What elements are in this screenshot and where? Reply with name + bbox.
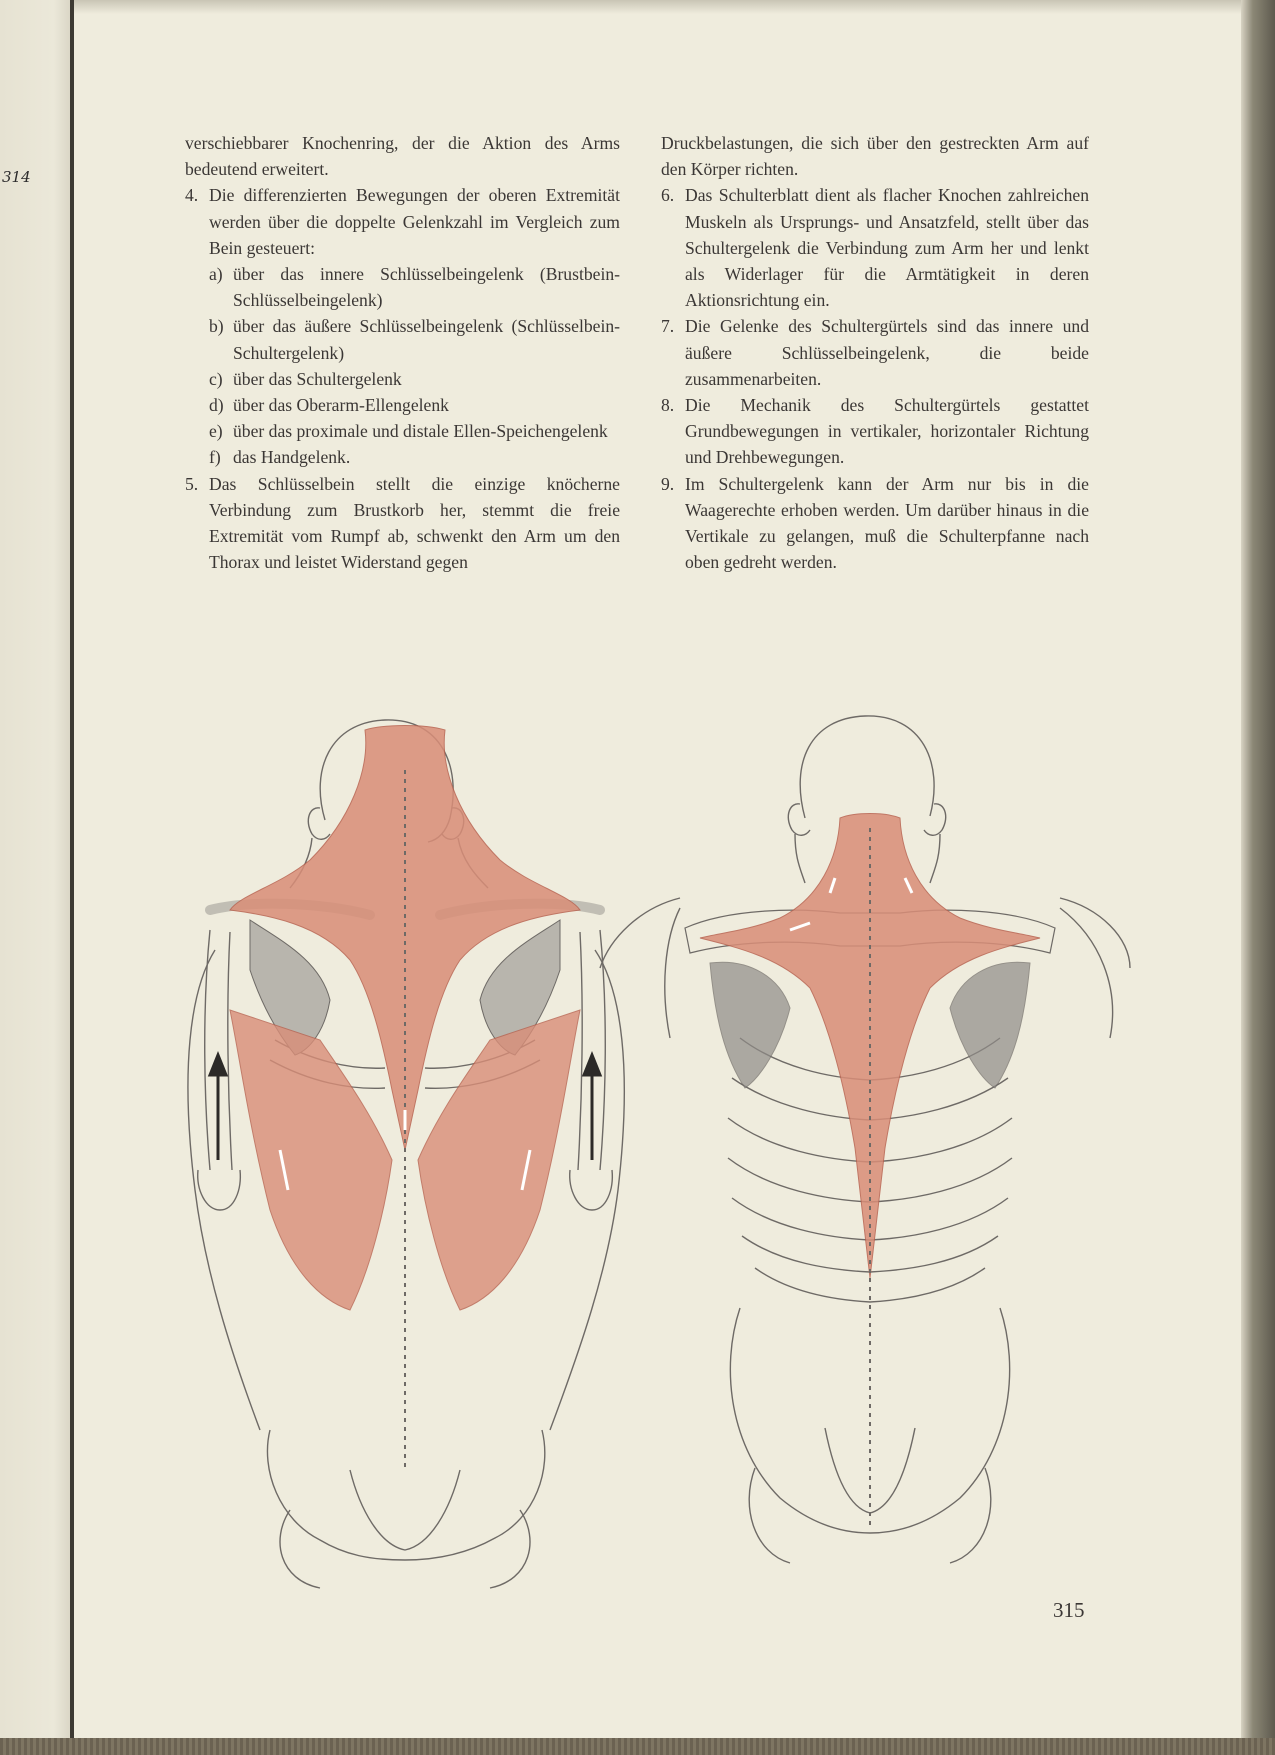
sub-item-letter: a) <box>209 264 223 285</box>
head-outline <box>800 716 934 818</box>
left-scapula <box>710 962 790 1088</box>
item-text: Im Schultergelenk kann der Arm nur bis in die Waagerechte erhoben werden. Um darüber hinaus in die Vertikale zu gelangen, muß die Schulterpfanne nach oben gedreht werden. <box>685 473 1089 573</box>
continuation-paragraph: verschiebbarer Knochenring, der die Aktion des Arms bedeutend erweitert. <box>185 133 620 180</box>
item-number: 6. <box>661 185 675 206</box>
item-number: 4. <box>185 185 199 206</box>
page-number: 315 <box>1053 1598 1085 1622</box>
right-ear <box>924 804 946 835</box>
anatomy-illustration-right <box>660 708 1130 1608</box>
continuation-paragraph: Druckbelastungen, die sich über den gestreckten Arm auf den Körper richten. <box>661 133 1089 180</box>
left-ear <box>308 808 330 839</box>
sub-item-text: über das Schultergelenk <box>233 368 402 389</box>
previous-page-edge <box>0 0 72 1755</box>
right-scapula <box>950 962 1030 1088</box>
latissimus-left <box>230 1010 392 1310</box>
item-text: Das Schulterblatt dient als flacher Knochen zahlreichen Muskeln als Ursprungs- und Ansatzfeld, stellt über das Schultergelenk die Verbindung zum Arm her und lenkt als Widerlager für die Armtätigkeit in deren Aktionsrichtung ein. <box>685 185 1089 311</box>
item-number: 7. <box>661 316 675 337</box>
item-text: Das Schlüsselbein stellt die einzige knöcherne Verbindung zum Brustkorb her, stemmt die freie Extremität vom Rumpf ab, schwenkt den Arm um den Thorax und leistet Widerstand gegen <box>209 473 620 573</box>
sub-item-d <box>209 392 620 418</box>
sub-item-text: das Handgelenk. <box>233 447 351 468</box>
item-number: 8. <box>661 395 675 416</box>
anatomy-illustration-left <box>170 710 640 1595</box>
sub-item-text: über das äußere Schlüsselbeingelenk (Schlüsselbein-Schultergelenk) <box>233 316 620 363</box>
sub-item-letter: e) <box>209 421 223 442</box>
sub-item-c <box>209 366 620 392</box>
list-item-5 <box>185 471 620 576</box>
item-text: Die differenzierten Bewegungen der oberen Extremität werden über die doppelte Gelenkzahl im Vergleich zum Bein gesteuert: <box>209 185 620 258</box>
upward-arrow-right <box>584 1055 600 1160</box>
book-gutter <box>70 0 74 1755</box>
list-item-4 <box>185 182 620 261</box>
sub-item-letter: c) <box>209 368 223 389</box>
sub-item-f <box>209 444 620 470</box>
list-item-9 <box>661 471 1089 576</box>
pelvis-outline <box>267 1430 544 1560</box>
item-number: 9. <box>661 473 675 494</box>
page-right-edge <box>1241 0 1275 1755</box>
sacrum-outline <box>350 1470 460 1550</box>
left-ear <box>788 804 810 835</box>
item-number: 5. <box>185 473 199 494</box>
sub-item-b <box>209 313 620 365</box>
page-top-edge <box>72 0 1275 14</box>
sub-item-letter: d) <box>209 395 224 416</box>
list-item-6 <box>661 182 1089 313</box>
back-muscles-drawing <box>170 710 640 1595</box>
page-bottom-edge <box>0 1738 1275 1755</box>
sub-item-text: über das Oberarm-Ellengelenk <box>233 395 449 416</box>
text-column-right <box>661 130 1089 575</box>
arm-outline-right <box>1060 898 1130 968</box>
sub-item-e <box>209 418 620 444</box>
sub-item-letter: f) <box>209 447 221 468</box>
text-column-left <box>185 130 620 575</box>
sub-item-text: über das proximale und distale Ellen-Speichengelenk <box>233 421 608 442</box>
latissimus-right <box>418 1010 580 1310</box>
hip-left-outline <box>280 1510 530 1588</box>
sub-item-a <box>209 261 620 313</box>
trapezius-ribcage-drawing <box>660 708 1130 1608</box>
previous-page-number: 314 <box>2 168 31 186</box>
list-item-8 <box>661 392 1089 471</box>
item-text: Die Gelenke des Schultergürtels sind das innere und äußere Schlüsselbeingelenk, die beide zusammenarbeiten. <box>685 316 1089 389</box>
item-text: Die Mechanik des Schultergürtels gestattet Grundbewegungen in vertikaler, horizontaler Richtung und Drehbewegungen. <box>685 395 1089 468</box>
sub-item-text: über das innere Schlüsselbeingelenk (Brustbein-Schlüsselbeingelenk) <box>233 264 620 311</box>
list-item-7 <box>661 313 1089 392</box>
sub-item-letter: b) <box>209 316 224 337</box>
upward-arrow-left <box>210 1055 226 1160</box>
